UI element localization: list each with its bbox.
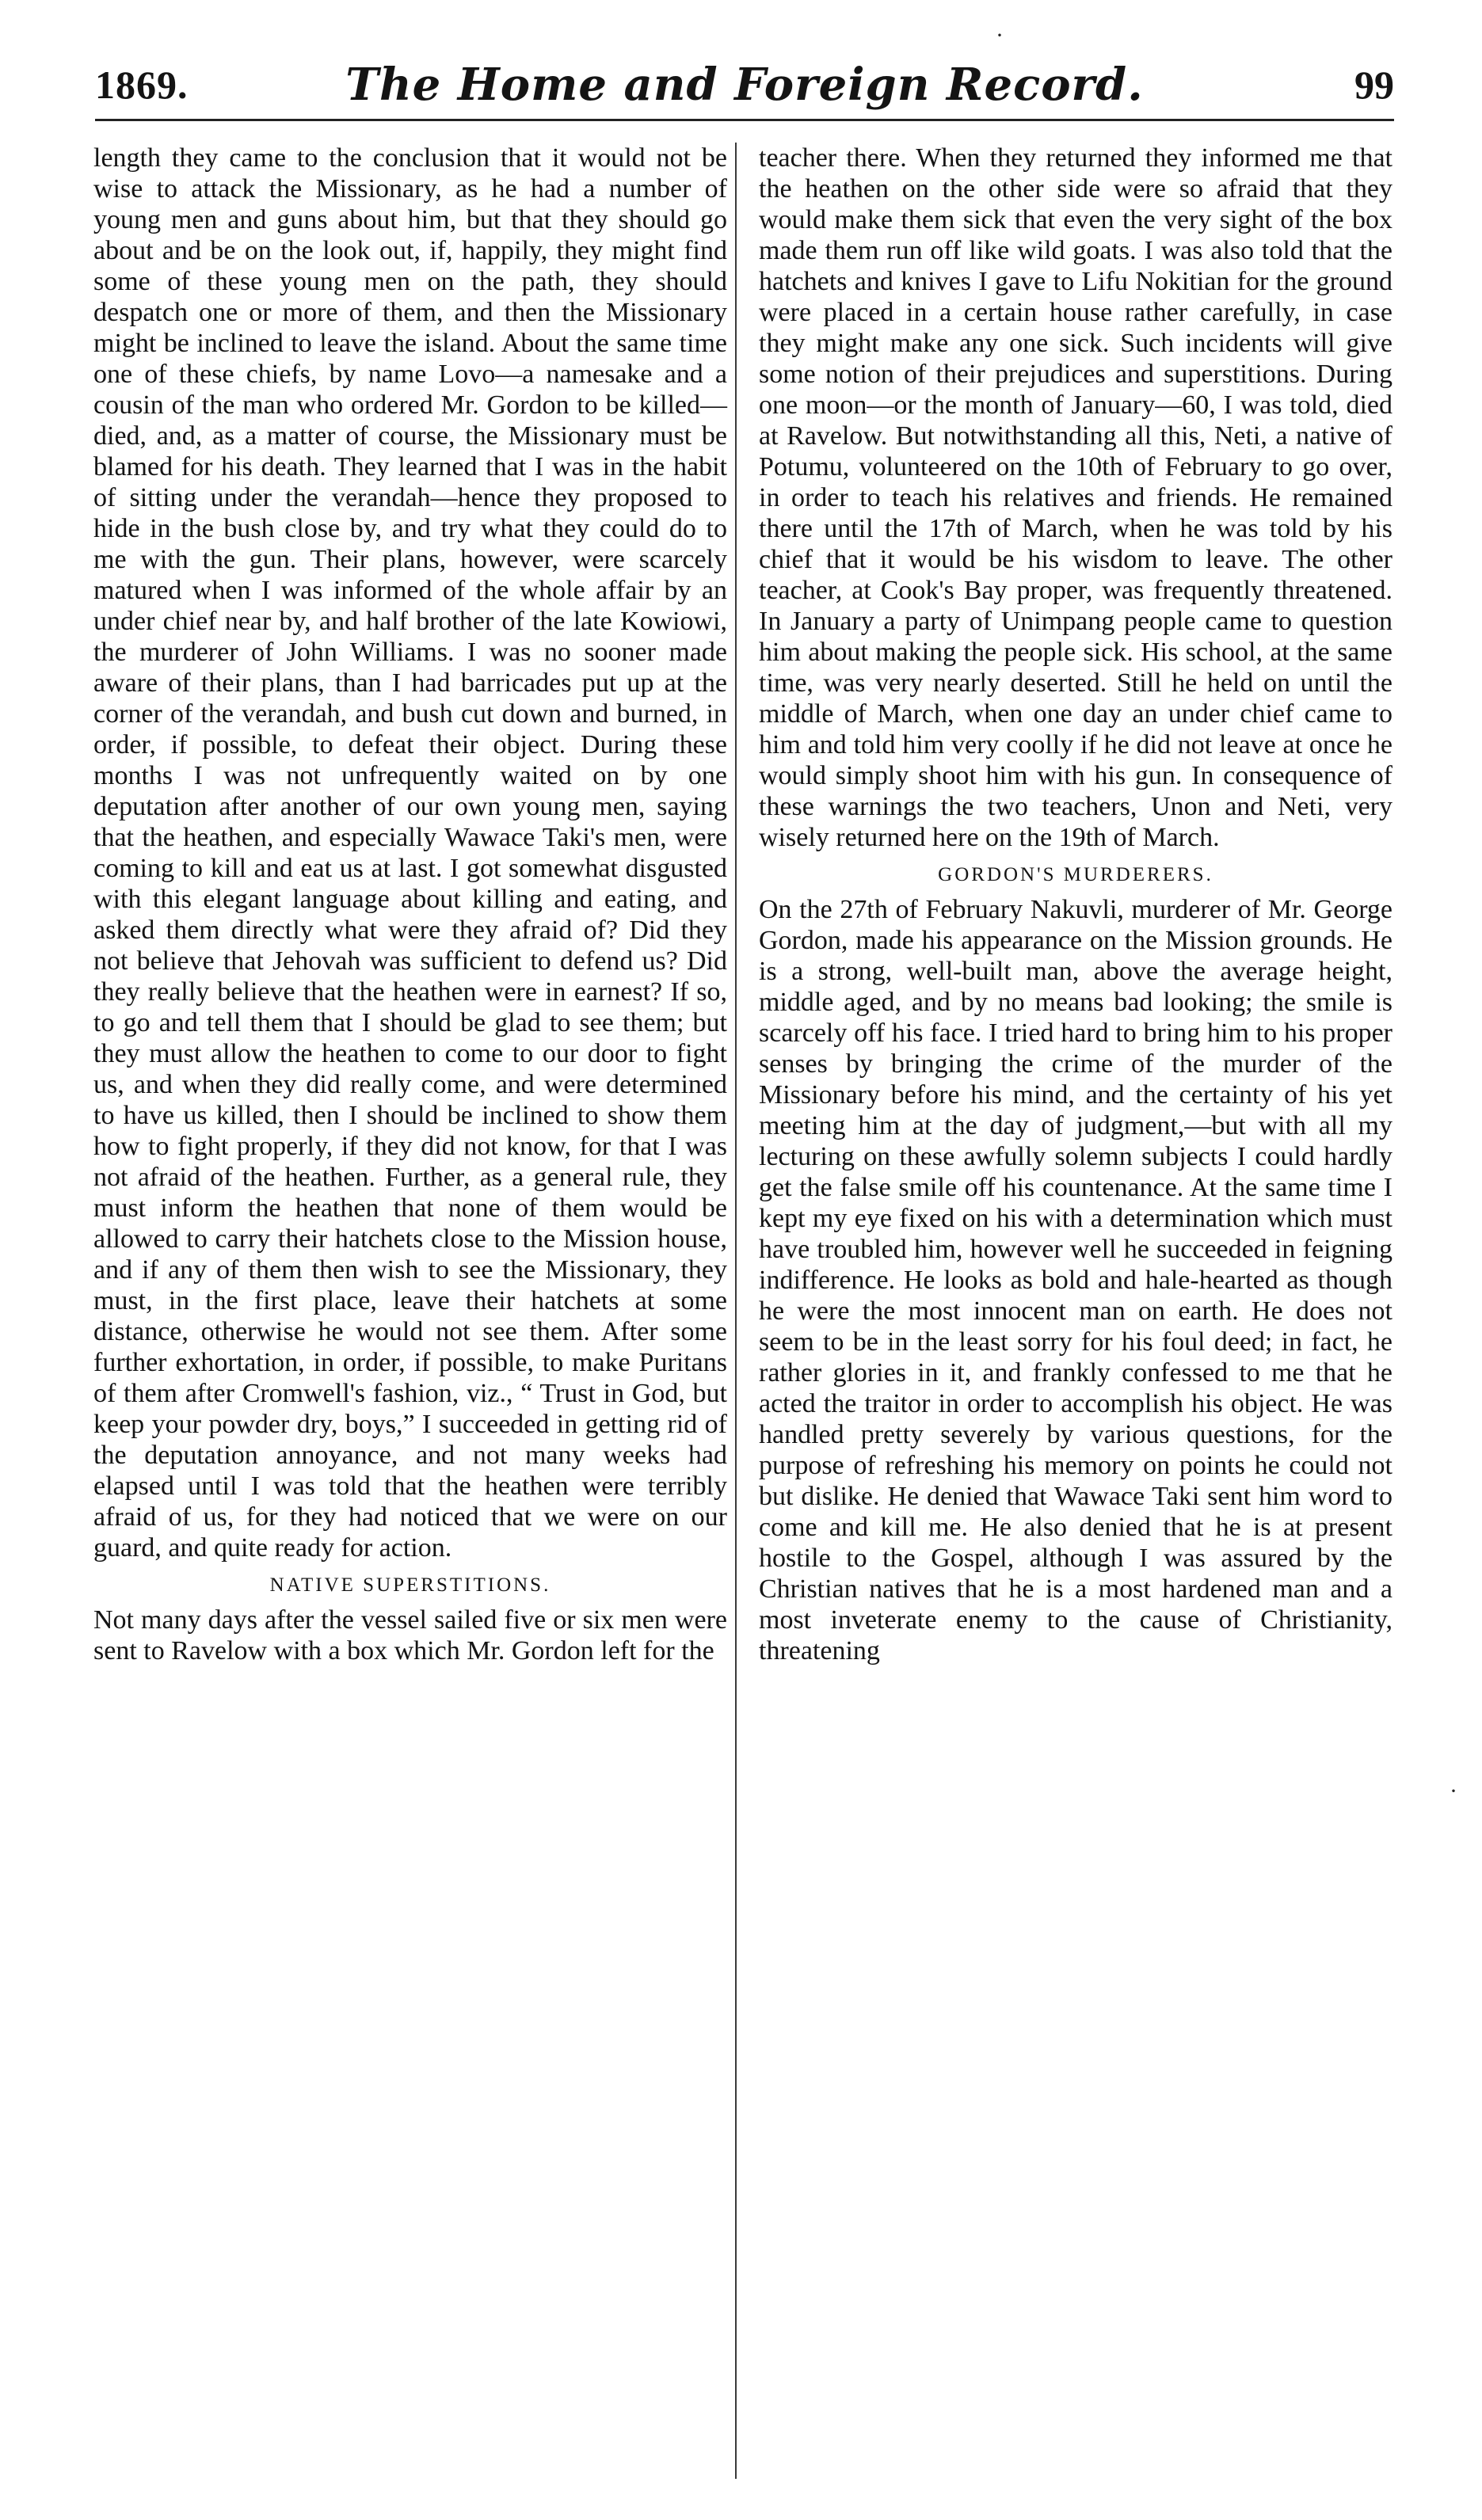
page-number: 99 xyxy=(1354,63,1394,107)
right-paragraph-1: teacher there. When they returned they informed me that the heathen on the other side were so afraid that they would make them sick that even the very sight of the box made them run off like wild goats. I was also told that the hatchets and knives I gave to Lifu Nokitian for the ground were placed in a certain house rather carefully, in case they might make any one sick. Such incidents will give some notion of their prejudices and superstitions. During one moon—or the month of January—60, I was told, died at Ravelow. But notwithstanding all this, Neti, a native of Potumu, volunteered on the 10th of February to go over, in order to teach his relatives and friends. He remained there until the 17th of March, when he was told by his chief that it would be his wisdom to leave. The other teacher, at Cook's Bay proper, was frequently threatened. In January a party of Unimpang people came to question him about making the people sick. His school, at the same time, was very nearly deserted. Still he held on until the middle of March, when one day an under chief came to him and told him very coolly if he did not leave at once he would simply shoot him with his gun. In consequence of these warnings the two teachers, Unon and Neti, very wisely returned here on the 19th of March. xyxy=(759,143,1392,852)
running-header xyxy=(95,59,1394,117)
header-year: 1869. xyxy=(95,63,189,107)
column-divider xyxy=(735,143,737,2479)
section-heading-gordons-murderers: GORDON'S MURDERERS. xyxy=(938,864,1213,885)
right-column xyxy=(759,143,1392,1666)
margin-dot-mark: · xyxy=(1450,1778,1457,1804)
left-paragraph-2: Not many days after the vessel sailed five or six men were sent to Ravelow with a box which Mr. Gordon left for the xyxy=(93,1605,727,1665)
journal-title: The Home and Foreign Record. xyxy=(345,59,1144,111)
left-paragraph-1: length they came to the conclusion that it would not be wise to attack the Missionary, as he had a number of young men and guns about him, but that they should go about and be on the look out, if, happily, they might find some of these young men on the path, they should despatch one or more of them, and then the Missionary might be inclined to leave the island. About the same time one of these chiefs, by name Lovo—a namesake and a cousin of the man who ordered Mr. Gordon to be killed—died, and, as a matter of course, the Missionary must be blamed for his death. They learned that I was in the habit of sitting under the verandah—hence they proposed to hide in the bush close by, and try what they could do to me with the gun. Their plans, however, were scarcely matured when I was informed of the whole affair by an under chief near by, and half brother of the late Kowiowi, the murderer of John Williams. I was no sooner made aware of their plans, than I had barricades put up at the corner of the verandah, and bush cut down and burned, in order, if possible, to defeat their object. During these months I was not unfrequently waited on by one deputation after another of our own young men, saying that the heathen, and especially Wawace Taki's men, were coming to kill and eat us at last. I got somewhat disgusted with this elegant language about killing and eating, and asked them directly what were they afraid of? Did they not believe that Jehovah was sufficient to defend us? Did they really believe that the heathen were in earnest? If so, to go and tell them that I should be glad to see them; but they must allow the heathen to come to our door to fight us, and when they did really come, and were determined to have us killed, then I should be inclined to show them how to fight properly, if they did not know, for that I was not afraid of the heathen. Further, as a general rule, they must inform the heathen that none of them would be allowed to carry their hatchets close to the Mission house, and if any of them then wish to see the Missionary, they must, in the first place, leave their hatchets at some distance, otherwise he would not see them. After some further exhortation, in order, if possible, to make Puritans of them after Cromwell's fashion, viz., “ Trust in God, but keep your powder dry, boys,” I succeeded in getting rid of the deputation annoyance, and not many weeks had elapsed until I was told that the heathen were terribly afraid of us, for they had noticed that we were on our guard, and quite ready for action. xyxy=(93,143,727,1563)
header-rule xyxy=(95,119,1394,121)
section-heading-native-superstitions: NATIVE SUPERSTITIONS. xyxy=(269,1574,551,1596)
left-column xyxy=(93,143,727,1666)
right-paragraph-2: On the 27th of February Nakuvli, murderer of Mr. George Gordon, made his appearance on the Mission grounds. He is a strong, well-built man, above the average height, middle aged, and by no means bad looking; the smile is scarcely off his face. I tried hard to bring him to his proper senses by bringing the crime of the murder of the Missionary before his mind, and the certainty of his yet meeting him at the day of judgment,—but with all my lecturing on these awfully solemn subjects I could hardly get the false smile off his countenance. At the same time I kept my eye fixed on his with a determination which must have troubled him, however well he succeeded in feigning indifference. He looks as bold and hale-hearted as though he were the most innocent man on earth. He does not seem to be in the least sorry for his foul deed; in fact, he rather glories in it, and frankly confessed to me that he acted the traitor in order to accomplish his object. He was handled pretty severely by various questions, for the purpose of refreshing his memory on points he could not but dislike. He denied that Wawace Taki sent him word to come and kill me. He also denied that he is at present hostile to the Gospel, although I was assured by the Christian natives that he is a most hardened man and a most inveterate enemy to the cause of Christianity, threatening xyxy=(759,895,1392,1665)
top-dot-mark: · xyxy=(996,22,1004,48)
